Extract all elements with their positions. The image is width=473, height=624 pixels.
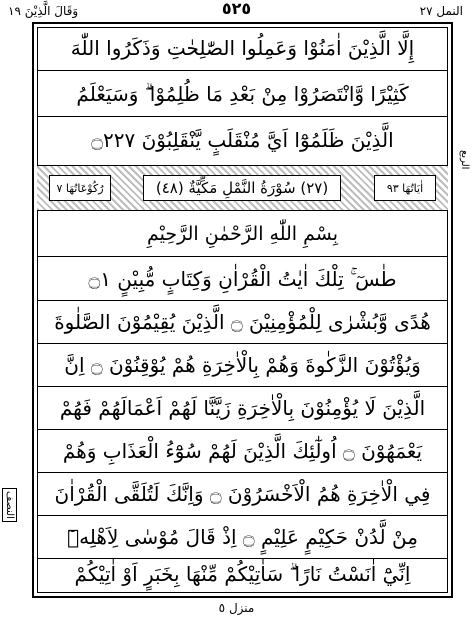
line-rule — [37, 116, 448, 117]
line-rule — [37, 472, 448, 473]
line-rule — [37, 429, 448, 430]
text-line-5: هُدًى وَّبُشْرٰى لِلْمُؤْمِنِيْنَ ۝ الَّذِيْنَ يُقِيْمُوْنَ الصَّلٰوةَ — [54, 310, 431, 334]
ruku-marker: الربع — [459, 150, 470, 170]
bismillah: بِسْمِ اللّٰهِ الرَّحْمٰنِ الرَّحِيْمِ — [147, 222, 338, 245]
ruku-count-box: رُكُوْعَاتُهَا ٧ — [49, 175, 111, 201]
page-header — [0, 0, 473, 22]
line-rule — [37, 386, 448, 387]
line-rule — [37, 515, 448, 516]
line-rule — [37, 343, 448, 344]
text-line-11: اِنِّيْٓ اٰنَسْتُ نَارًا ۗ سَاٰتِيْكُمْ مِّنْهَا بِخَبَرٍ اَوْ اٰتِيْكُمْ — [74, 562, 411, 586]
line-rule — [37, 70, 448, 71]
text-line-9: فِي الْاٰخِرَةِ هُمُ الْاَخْسَرُوْنَ ۝ وَاِنَّكَ لَتُلَقَّى الْقُرْاٰنَ — [54, 482, 431, 506]
text-line-7: الَّذِيْنَ لَا يُؤْمِنُوْنَ بِالْاٰخِرَةِ زَيَّنَّا لَهُمْ اَعْمَالَهُمْ فَهُمْ — [59, 396, 426, 420]
text-line-6: وَيُؤْتُوْنَ الزَّكٰوةَ وَهُمْ بِالْاٰخِرَةِ هُمْ يُوْقِنُوْنَ ۝ اِنَّ — [64, 353, 421, 377]
surah-title: (٢٧) سُوْرَةُ النَّمْلِ مَكِّيَّةٌ (٤٨) — [143, 175, 341, 201]
text-line-1: إِلَّا الَّذِيْنَ اٰمَنُوْا وَعَمِلُوا الصّٰلِحٰتِ وَذَكَرُوا اللّٰهَ — [70, 36, 415, 60]
manzil-footer: منزل ٥ — [218, 601, 255, 615]
text-line-8: يَعْمَهُوْنَ ۝ اُولٰٓئِكَ الَّذِيْنَ لَهُمْ سُوْٓءُ الْعَذَابِ وَهُمْ — [62, 439, 423, 463]
page-number: ٥٢٥ — [221, 0, 252, 18]
surah-name: النمل ٢٧ — [419, 4, 463, 18]
text-line-2: كَثِيْرًا وَّانْتَصَرُوْا مِنْ بَعْدِ مَا ظُلِمُوْا ۗ وَسَيَعْلَمُ — [76, 82, 409, 106]
text-line-3: الَّذِيْنَ ظَلَمُوْٓا اَيَّ مُنْقَلَبٍ يَّنْقَلِبُوْنَ ۝٢٢٧ — [91, 128, 394, 152]
line-rule — [37, 256, 448, 257]
surah-header-band — [37, 165, 448, 211]
ayat-count-box: اٰيَاتُهَا ٩٣ — [374, 175, 436, 201]
line-rule — [37, 300, 448, 301]
sajda-marker: النصف — [2, 488, 17, 522]
text-line-4: طٰسٓ ۚ تِلْكَ اٰيٰتُ الْقُرْاٰنِ وَكِتَابٍ مُّبِيْنٍ ۝١ — [88, 267, 397, 291]
juz-name: وَقَالَ الَّذِيْنَ ١٩ — [8, 4, 79, 18]
text-line-10: مِنْ لَّدُنْ حَكِيْمٍ عَلِيْمٍ ۝ اِذْ قَالَ مُوْسٰى لِاَهْلِهٖٓ — [67, 525, 418, 549]
